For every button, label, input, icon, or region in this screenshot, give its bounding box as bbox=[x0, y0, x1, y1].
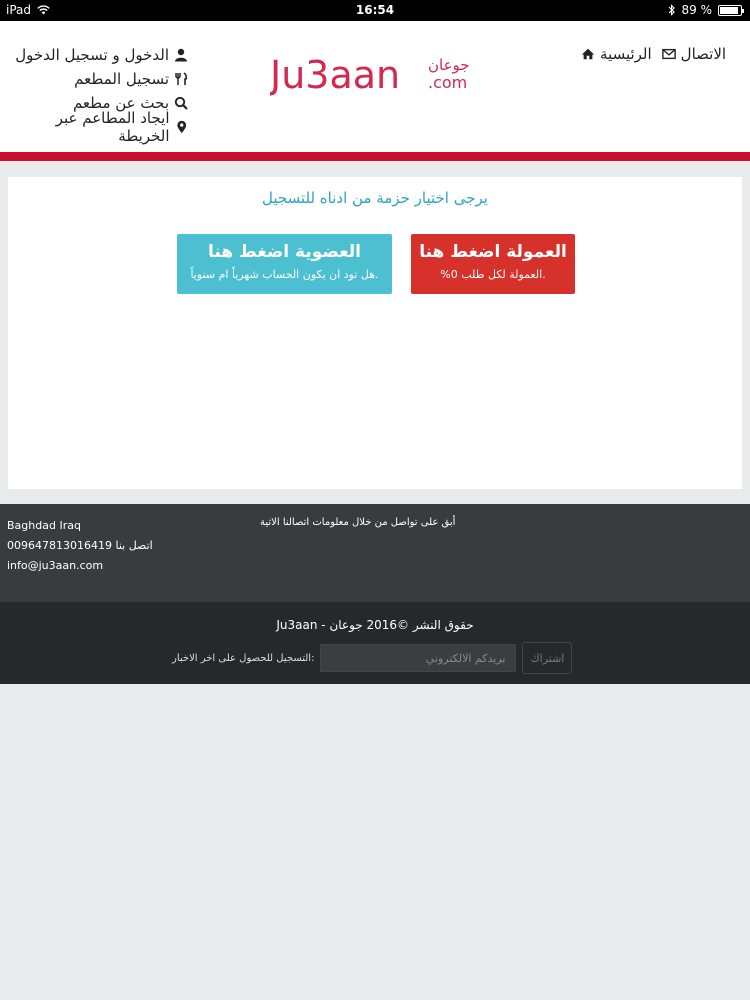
membership-package-button[interactable] bbox=[177, 234, 392, 294]
newsletter-label: :التسجيل للحصول على اخر الاخبار bbox=[172, 652, 315, 664]
status-bar bbox=[0, 0, 750, 21]
menu-search-label: بحث عن مطعم bbox=[72, 94, 169, 112]
membership-package-subtitle: .هل تود ان يكون الحساب شهرياً ام سنوياً bbox=[190, 268, 379, 281]
footer-bottom bbox=[0, 602, 750, 684]
newsletter-email-input[interactable]: بريدكم الالكتروني bbox=[320, 644, 516, 672]
top-nav bbox=[581, 45, 726, 63]
header-menu bbox=[6, 43, 188, 145]
logo-domain: .com bbox=[428, 73, 468, 92]
search-icon bbox=[174, 96, 188, 110]
contact-info bbox=[7, 516, 153, 576]
bluetooth-icon bbox=[668, 4, 676, 16]
menu-login[interactable] bbox=[6, 43, 188, 67]
utensils-icon bbox=[174, 72, 188, 86]
menu-map-label: ايجاد المطاعم عبر الخريطة bbox=[55, 109, 170, 145]
battery-fill bbox=[720, 7, 738, 14]
battery-percent: 89 % bbox=[681, 3, 712, 17]
commission-package-button[interactable] bbox=[411, 234, 575, 294]
ju3aan-logo[interactable] bbox=[270, 50, 482, 96]
menu-login-label: الدخول و تسجيل الدخول bbox=[15, 46, 169, 64]
clock: 16:54 bbox=[355, 3, 395, 17]
map-marker-icon bbox=[175, 120, 188, 134]
home-icon bbox=[581, 47, 595, 61]
email[interactable]: info@ju3aan.com bbox=[7, 559, 104, 572]
nav-home-label: الرئيسية bbox=[600, 45, 652, 63]
commission-package-subtitle: .العمولة لكل طلب 0% bbox=[440, 268, 546, 281]
subscribe-button[interactable]: اشتراك bbox=[522, 642, 572, 674]
page-title: يرجى اختيار حزمة من ادناه للتسجيل bbox=[262, 189, 488, 207]
nav-contact[interactable] bbox=[662, 45, 726, 63]
package-selection-card bbox=[8, 177, 742, 489]
commission-package-title: العمولة اضغط هنا bbox=[419, 242, 567, 262]
address: Baghdad Iraq bbox=[7, 519, 81, 532]
menu-map[interactable] bbox=[6, 109, 188, 145]
envelope-icon bbox=[662, 47, 676, 61]
copyright: Ju3aan - حقوق النشر ©2016 جوعان bbox=[276, 618, 474, 632]
membership-package-title: العضوية اضغط هنا bbox=[208, 242, 361, 262]
menu-register-label: تسجيل المطعم bbox=[74, 70, 169, 88]
logo-latin: Ju3aan bbox=[270, 53, 401, 96]
user-icon bbox=[174, 48, 188, 62]
nav-contact-label: الاتصال bbox=[680, 45, 727, 63]
site-header bbox=[0, 21, 750, 152]
contact-note: أبق على تواصل من خلال معلومات اتصالنا الاتية bbox=[260, 517, 456, 528]
device-name: iPad bbox=[6, 3, 32, 17]
nav-home[interactable] bbox=[581, 45, 652, 63]
header-accent-bar bbox=[0, 152, 750, 161]
newsletter-form bbox=[172, 642, 572, 674]
phone[interactable]: 009647813016419 اتصل بنا bbox=[7, 539, 153, 552]
logo-arabic: جوعان bbox=[428, 56, 470, 74]
battery-icon bbox=[718, 5, 742, 16]
menu-register-restaurant[interactable] bbox=[6, 67, 188, 91]
footer-contact bbox=[0, 504, 750, 602]
